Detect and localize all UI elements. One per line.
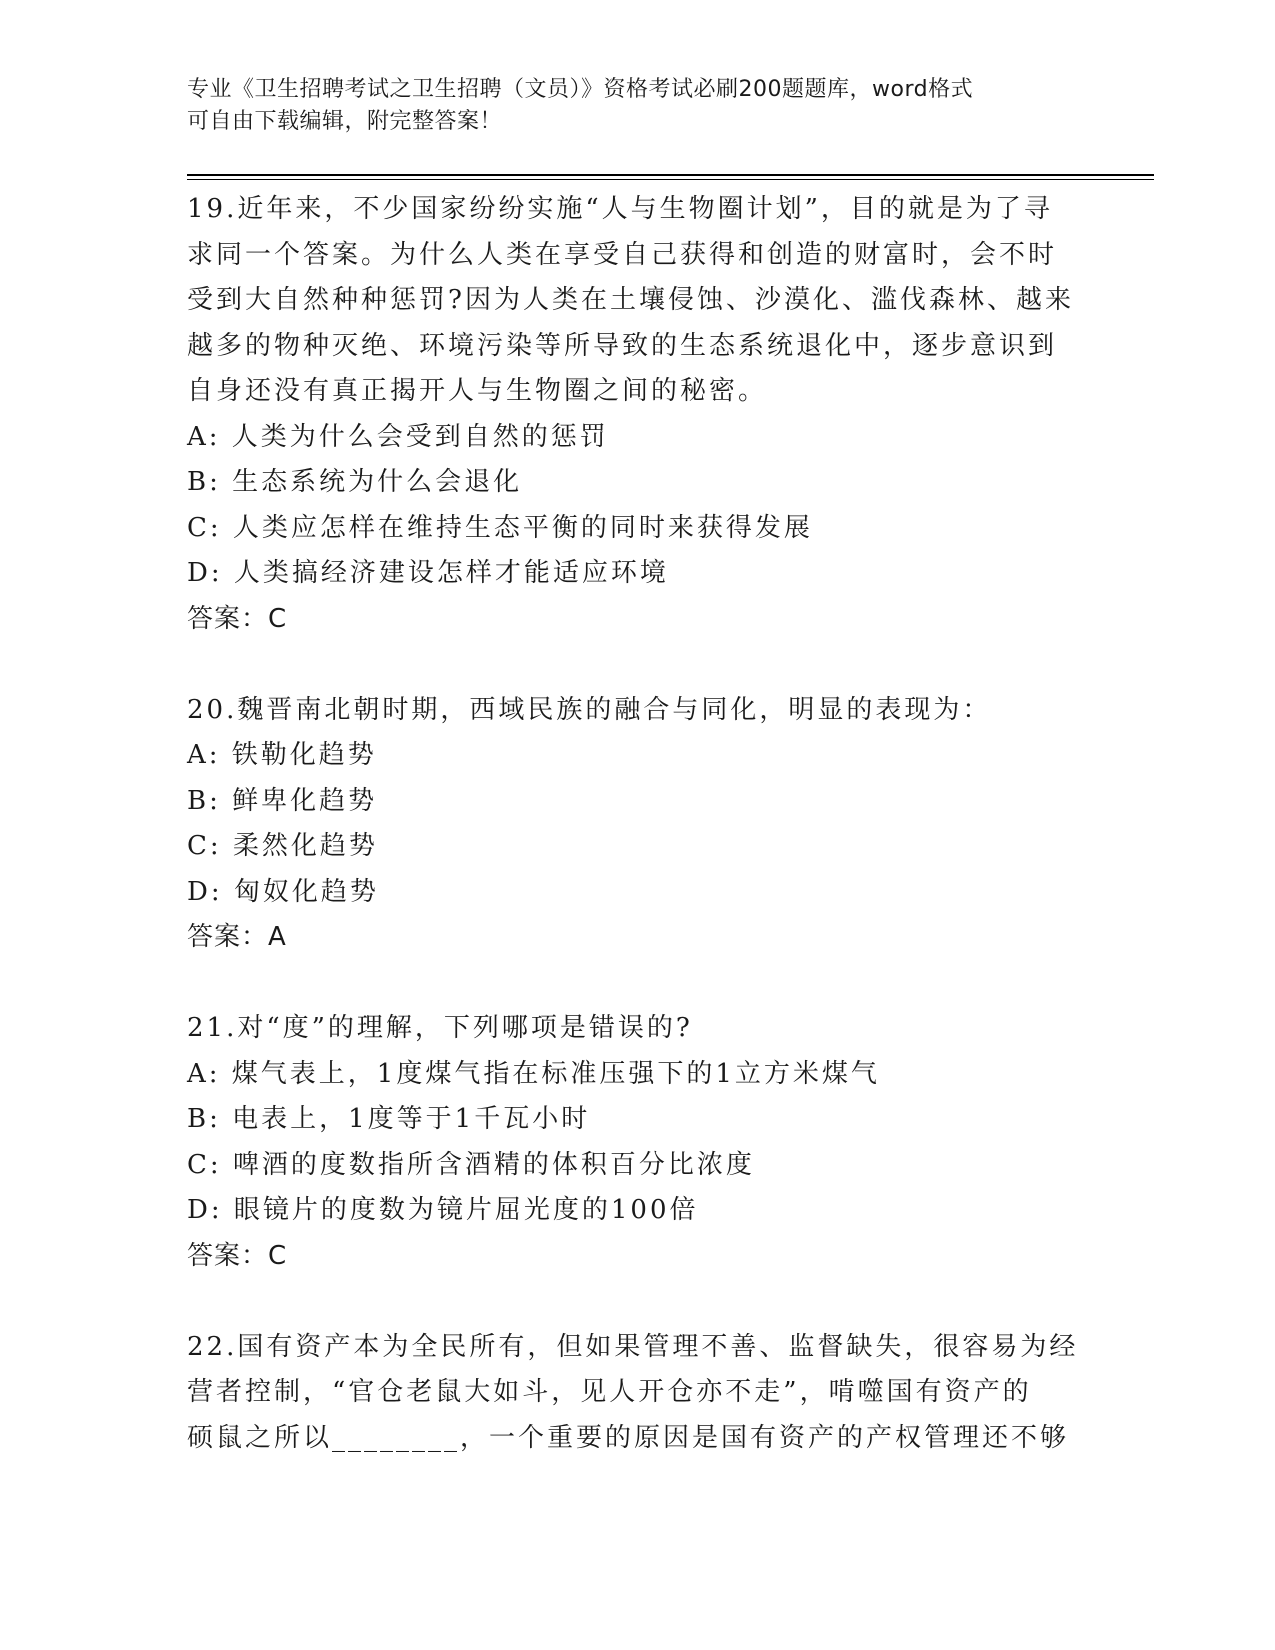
option-d: D: 人类搞经济建设怎样才能适应环境 xyxy=(187,558,669,588)
document-header xyxy=(187,74,1087,138)
option-a: A: 煤气表上，1度煤气指在标准压强下的1立方米煤气 xyxy=(187,1058,880,1089)
header-title-line-1: 专业《卫生招聘考试之卫生招聘（文员）》资格考试必刷200题题库，word格式 xyxy=(187,77,974,102)
option-b: B: 鲜卑化趋势 xyxy=(187,785,378,816)
option-b: B: 电表上，1度等于1千瓦小时 xyxy=(187,1104,591,1134)
header-divider-thick xyxy=(187,174,1154,176)
question-text-line: 硕鼠之所以________，一个重要的原因是国有资产的产权管理还不够 xyxy=(187,1422,1070,1453)
question-text-line: 19.近年来，不少国家纷纷实施“人与生物圈计划”，目的就是为了寻 xyxy=(187,194,1053,224)
header-divider-thin xyxy=(187,179,1154,180)
question-text-line: 求同一个答案。为什么人类在享受自己获得和创造的财富时，会不时 xyxy=(187,239,1058,270)
option-c: C: 柔然化趋势 xyxy=(187,831,378,861)
option-d: D: 眼镜片的度数为镜片屈光度的100倍 xyxy=(187,1195,699,1225)
question-text-line: 受到大自然种种惩罚?因为人类在土壤侵蚀、沙漠化、滥伐森林、越来 xyxy=(187,285,1074,315)
question-list xyxy=(187,187,1087,1507)
question-19 xyxy=(187,187,1087,642)
question-20 xyxy=(187,688,1087,961)
question-text-line: 21.对“度”的理解，下列哪项是错误的? xyxy=(187,1013,693,1043)
option-a: A: 铁勒化趋势 xyxy=(187,740,377,770)
option-c: C: 啤酒的度数指所含酒精的体积百分比浓度 xyxy=(187,1149,755,1180)
question-text-line: 越多的物种灭绝、环境污染等所导致的生态系统退化中，逐步意识到 xyxy=(187,330,1058,361)
question-text-line: 20.魏晋南北朝时期，西域民族的融合与同化，明显的表现为： xyxy=(187,694,992,725)
answer-line: 答案：C xyxy=(187,1240,288,1271)
question-text-line: 22.国有资产本为全民所有，但如果管理不善、监督缺失，很容易为经 xyxy=(187,1331,1079,1362)
answer-line: 答案：A xyxy=(187,922,287,952)
question-text-line: 营者控制，“官仓老鼠大如斗，见人开仓亦不走”，啃噬国有资产的 xyxy=(187,1377,1032,1407)
question-22 xyxy=(187,1325,1087,1462)
option-a: A: 人类为什么会受到自然的惩罚 xyxy=(187,421,609,452)
option-b: B: 生态系统为什么会退化 xyxy=(187,467,523,497)
header-title-line-2: 可自由下载编辑，附完整答案！ xyxy=(187,109,503,134)
question-text-line: 自身还没有真正揭开人与生物圈之间的秘密。 xyxy=(187,376,768,406)
question-21 xyxy=(187,1006,1087,1279)
answer-line: 答案：C xyxy=(187,603,288,634)
option-d: D: 匈奴化趋势 xyxy=(187,876,379,907)
option-c: C: 人类应怎样在维持生态平衡的同时来获得发展 xyxy=(187,512,813,543)
